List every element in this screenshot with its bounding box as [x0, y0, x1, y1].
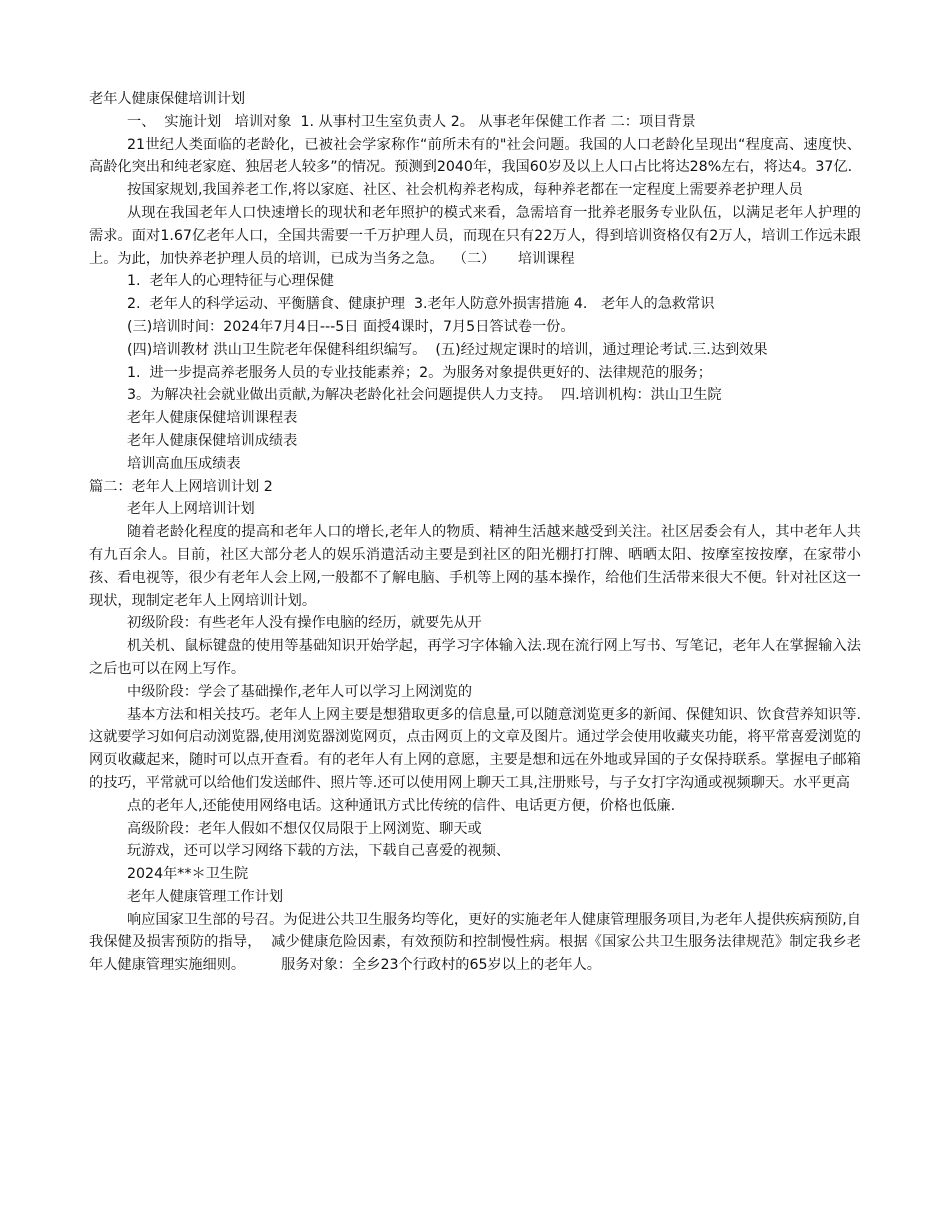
- line-year-hospital: 2024年**＊卫生院: [127, 866, 249, 883]
- line-course-table: 老年人健康保健培训课程表: [127, 410, 298, 427]
- line-score-table: 老年人健康保健培训成绩表: [127, 432, 298, 449]
- paragraph-training-materials: (四)培训教材 洪山卫生院老年保健科组织编写。 (五)经过规定课时的培训，通过理论考试.三.达到效果: [127, 341, 768, 358]
- effect-item-3: 3。为解决社会就业做出贡献,为解决老龄化社会问题提供人力支持。 四.培训机构：洪山卫生院: [127, 387, 722, 404]
- line-hypertension-table: 培训高血压成绩表: [127, 455, 241, 472]
- paragraph-network-phone: 点的老年人,还能使用网络电话。这种通讯方式比传统的信件、电话更方便，价格也低廉.: [127, 797, 676, 814]
- subtitle-internet-training: 老年人上网培训计划: [127, 501, 255, 518]
- paragraph-advanced-detail: 玩游戏，还可以学习网络下载的方法，下载自己喜爱的视频、: [127, 843, 511, 860]
- section-heading-part-two: 篇二：老年人上网培训计划 2: [89, 478, 273, 495]
- doc-title: 老年人健康保健培训计划: [89, 91, 246, 107]
- paragraph-national-plan: 按国家规划,我国养老工作,将以家庭、社区、社会机构养老构成，每种养老都在一定程度上需要养老护理人员: [127, 182, 803, 199]
- paragraph-background-aging: 21世纪人类面临的老龄化，已被社会学家称作“前所未有的"社会问题。我国的人口老龄化呈现出“程度高、速度快、高龄化突出和纯老家庭、独居老人较多”的情况。预测到2040年，我国60岁及以上人口占比将达28%左右，将达4。37亿.: [89, 136, 861, 176]
- paragraph-intermediate-stage: 中级阶段：学会了基础操作,老年人可以学习上网浏览的: [127, 683, 473, 700]
- paragraph-community-situation: 随着老龄化程度的提高和老年人口的增长,老年人的物质、精神生活越来越受到关注。社区居委会有人，其中老年人共有九百余人。目前，社区大部分老人的娱乐消遣活动主要是到社区的阳光棚打打牌、晒晒太阳、按摩室按按摩，在家带小孩、看电视等，很少有老年人会上网,一般都不了解电脑、手机等上网的基本操作，给他们生活带来很大不便。针对社区这一现状，现制定老年人上网培训计划。: [89, 524, 861, 609]
- subtitle-health-management: 老年人健康管理工作计划: [127, 888, 284, 905]
- course-item-1: 1. 老年人的心理特征与心理保健: [127, 273, 334, 290]
- paragraph-advanced-stage: 高级阶段：老年人假如不想仅仅局限于上网浏览、聊天或: [127, 820, 482, 837]
- paragraph-beginner-stage: 初级阶段：有些老年人没有操作电脑的经历，就要先从开: [127, 615, 482, 632]
- paragraph-plan-targets: 一、 实施计划 培训对象 1. 从事村卫生室负责人 2。 从事老年保健工作者 二：项目背景: [127, 113, 696, 130]
- paragraph-care-demand: 从现在我国老年人口快速增长的现状和老年照护的模式来看，急需培育一批养老服务专业队伍，以满足老年人护理的需求。面对1.67亿老年人口，全国共需要一千万护理人员，而现在只有22万人，得到培训资格仅有2万人，培训工作远未跟上。为此，加快养老护理人员的培训，已成为当务之急。 （二） 培训课程: [89, 204, 861, 267]
- effect-item-1-2: 1. 进一步提高养老服务人员的专业技能素养；2。为服务对象提供更好的、法律规范的服务；: [127, 364, 712, 381]
- paragraph-intermediate-detail: 基本方法和相关技巧。老年人上网主要是想猎取更多的信息量,可以随意浏览更多的新闻、保健知识、饮食营养知识等.这就要学习如何启动浏览器,使用浏览器浏览网页，点击网页上的文章及图片。通过学会使用收藏夹功能，将平常喜爱浏览的网页收藏起来，随时可以点开查看。有的老年人有上网的意愿，主要是想和远在外地或异国的子女保持联系。掌握电子邮箱的技巧，平常就可以给他们发送邮件、照片等.还可以使用网上聊天工具,注册账号，与子女打字沟通或视频聊天。水平更高: [89, 706, 861, 791]
- paragraph-health-management: 响应国家卫生部的号召。为促进公共卫生服务均等化，更好的实施老年人健康管理服务项目,为老年人提供疾病预防,自我保健及损害预防的指导， 减少健康危险因素，有效预防和控制慢性病。根据《国家公共卫生服务法律规范》制定我乡老年人健康管理实施细则。 服务对象：全乡23个行政村的65岁以上的老年人。: [89, 911, 861, 974]
- course-item-2-4: 2. 老年人的科学运动、平衡膳食、健康护理 3.老年人防意外损害措施 4. 老年人的急救常识: [127, 296, 715, 313]
- paragraph-beginner-detail: 机关机、鼠标键盘的使用等基础知识开始学起，再学习字体输入法.现在流行网上写书、写笔记，老年人在掌握输入法之后也可以在网上写作。: [89, 638, 861, 677]
- document-page: [89, 88, 861, 977]
- paragraph-training-time: (三)培训时间：2024年7月4日---5日 面授4课时，7月5日答试卷一份。: [127, 318, 575, 335]
